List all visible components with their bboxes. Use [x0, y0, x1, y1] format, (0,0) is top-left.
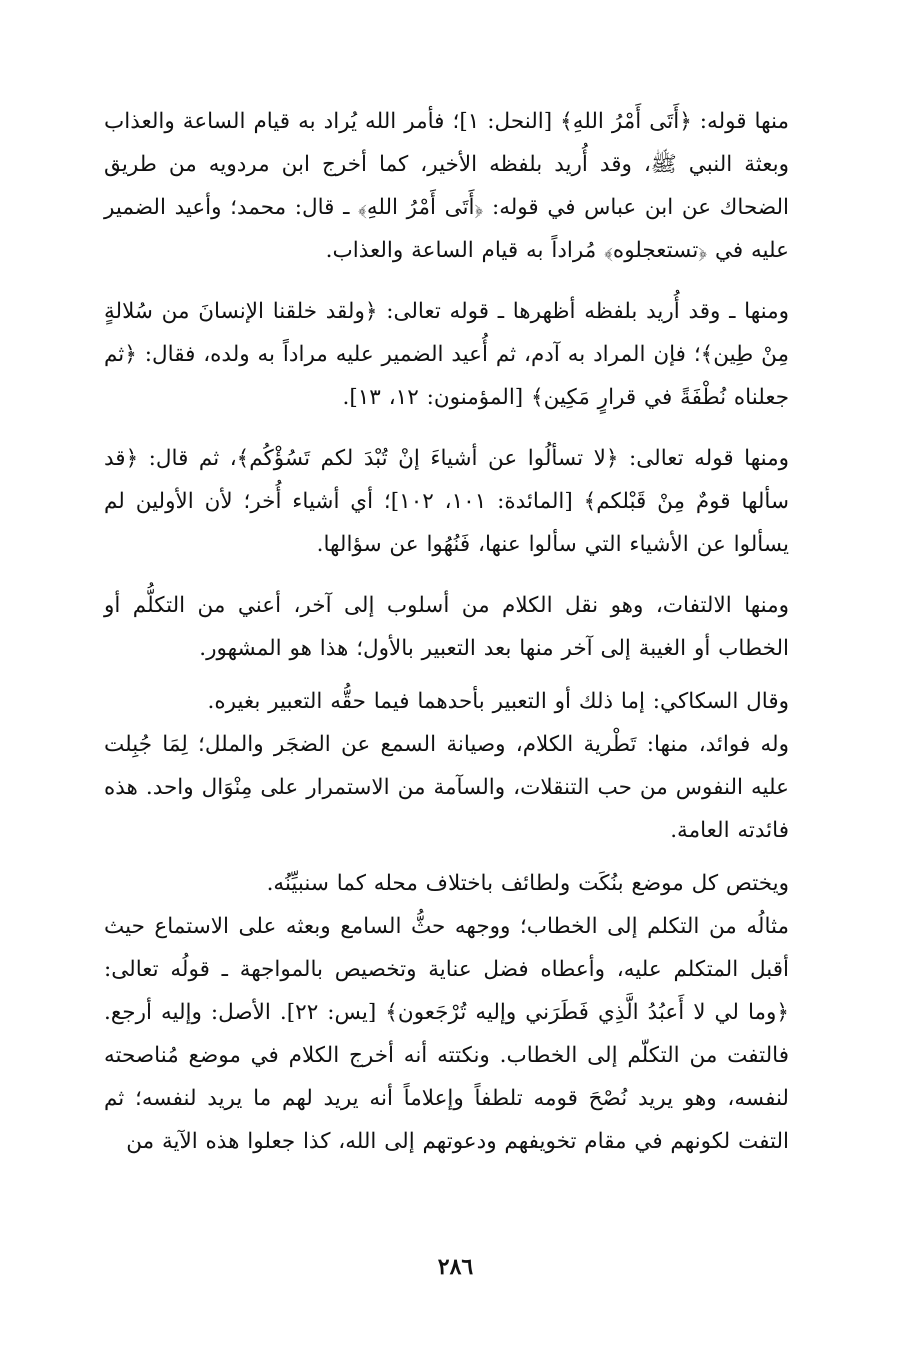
paragraph-6: وله فوائد، منها: تَطْرية الكلام، وصيانة السمع عن الضجَر والملل؛ لِمَا جُبِلت عليه النفوس من حب التنقلات، والسآمة من الاستمرار على مِنْوَال واحد. هذه فائدته العامة.	[104, 732, 789, 843]
page-number: ٢٨٦	[437, 1254, 474, 1280]
paragraph-2: ومنها ـ وقد أُريد بلفظه أظهرها ـ قوله تعالى: ﴿ولقد خلقنا الإنسانَ من سُلالةٍ مِنْ طِين﴾؛ فإن المراد به آدم، ثم أُعيد الضمير عليه مراداً به ولده، فقال: ﴿ثم جعلناه نُطْفَةً في قرارٍ مَكِين﴾ [المؤمنون: ١٢، ١٣].	[104, 299, 789, 410]
paragraph-1: منها قوله: ﴿أَتَى أَمْرُ اللهِ﴾ [النحل: ١]؛ فأمر الله يُراد به قيام الساعة والعذاب وبعثة النبي ﷺ، وقد أُريد بلفظه الأخير، كما أخرج ابن مردويه من طريق الضحاك عن ابن عباس في قوله: ﴿أَتَى أَمْرُ اللهِ﴾ ـ قال: محمد؛ وأعيد الضمير عليه في ﴿تستعجلوه﴾ مُراداً به قيام الساعة والعذاب.	[104, 109, 790, 263]
paragraph-8: مثالُه من التكلم إلى الخطاب؛ ووجهه حثُّ السامع وبعثه على الاستماع حيث أقبل المتكلم عليه، وأعطاه فضل عناية وتخصيص بالمواجهة ـ قولُه تعالى: ﴿وما لي لا أَعبُدُ الَّذِي فَطَرَني وإليه تُرْجَعون﴾ [يس: ٢٢]. الأصل: وإليه أرجع. فالتفت من التكلّم إلى الخطاب. ونكتته أنه أخرج الكلام في موضع مُناصحته لنفسه، وهو يريد نُصْحَ قومه تلطفاً وإعلاماً أنه يريد لهم ما يريد لنفسه؛ ثم التفت لكونهم في مقام تخويفهم ودعوتهم إلى الله، كذا جعلوا هذه الآية من	[104, 914, 789, 1154]
paragraph-7: ويختص كل موضع بنُكَت ولطائف باختلاف محله كما سنبيِّنُه.	[266, 871, 789, 896]
paragraph-3: ومنها قوله تعالى: ﴿لا تسألُوا عن أشياءَ إنْ تُبْدَ لكم تَسُؤْكُم﴾، ثم قال: ﴿قد سألها قومٌ مِنْ قَبْلكم﴾ [المائدة: ١٠١، ١٠٢]؛ أي أشياء أُخر؛ لأن الأولين لم يسألوا عن الأشياء التي سألوا عنها، فَنُهُوا عن سؤالها.	[104, 446, 789, 557]
paragraph-5: وقال السكاكي: إما ذلك أو التعبير بأحدهما فيما حقُّه التعبير بغيره.	[207, 689, 789, 714]
paragraph-4: ومنها الالتفات، وهو نقل الكلام من أسلوب إلى آخر، أعني من التكلُّم أو الخطاب أو الغيبة إلى آخر منها بعد التعبير بالأول؛ هذا هو المشهور.	[104, 593, 789, 661]
